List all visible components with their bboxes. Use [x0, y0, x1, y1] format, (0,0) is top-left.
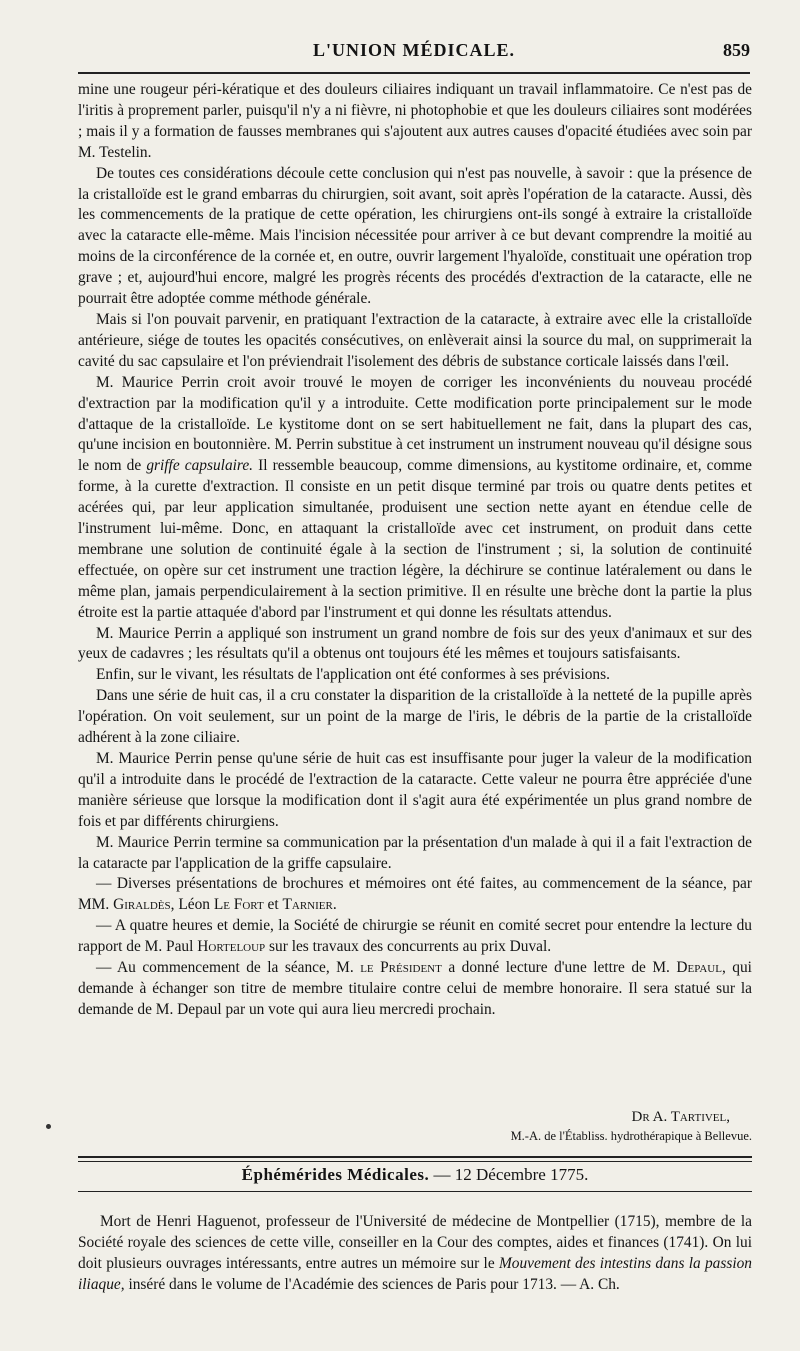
- header-rule: [78, 72, 750, 74]
- ephemerides-text: inséré dans le volume de l'Académie des sciences de Paris pour 1713. — A. Ch.: [128, 1276, 620, 1293]
- text-fragment: , Léon: [170, 896, 214, 914]
- journal-title: L'UNION MÉDICALE.: [312, 40, 516, 60]
- heading-rule: [78, 1191, 752, 1192]
- ephemerides-body: [78, 1211, 752, 1295]
- paragraph-text: — A quatre heures et demie, la Société de chirurgie se réunit en comité secret pour entendre la lecture du rapport de M. Paul: [78, 917, 752, 956]
- signature-block: [78, 1107, 752, 1145]
- paragraph-comite-secret: [78, 916, 752, 958]
- paragraph: De toutes ces considérations découle cette conclusion qui n'est pas nouvelle, à savoir : que la présence de la cristalloïde est le grand embarras du chirurgien, soit avant, soit après l'opération de la cataracte. Aussi, dès les commencements de la pratique de cette opération, les chirurgiens ont-ils songé à extraire la cristalloïde avec la cataracte elle-même. Mais l'incision nécessitée pour arriver à ce but devant comprendre la moitié au moins de la circonférence de la cornée et, en outre, ouvrir largement l'hyaloïde, constituait une opération trop grave ; et, aujourd'hui encore, malgré les progrès récents des procédés d'extraction de la cataracte, elle ne pourrait être adoptée comme méthode générale.: [78, 164, 752, 308]
- ephemerides-title: Éphémérides Médicales.: [241, 1165, 430, 1184]
- griffe-capsulaire-term: griffe capsulaire.: [146, 457, 254, 475]
- article-body: [78, 80, 752, 1021]
- section-rule: [78, 1156, 752, 1162]
- running-header: [78, 40, 750, 68]
- paragraph-text: a donné lecture d'une lettre de M.: [448, 959, 670, 977]
- paragraph-text: — Au commencement de la séance, M.: [96, 959, 354, 977]
- page-number: 859: [723, 40, 750, 60]
- paragraph-text: Il ressemble beaucoup, comme dimensions, au kystitome ordinaire, et, comme forme, à la curette d'extraction. Il consiste en un petit disque terminé par trois ou quatre dents petites et acérées qui, par leur application simultanée, produisent une section nette ayant en étendue celle de l'instrument lui-même. Donc, en attaquant la cristalloïde avec cet instrument, on produit dans cette membrane une solution de continuité égale à la section de l'instrument ; si, la solution de continuité effectuée, on opère sur cet instrument une traction légère, la déchirure se continue latéralement ou dans le même plan, jamais perpendiculairement à la section primitive. Il en résulte une brèche dont la partie la plus étroite est la partie attaquée d'abord par l'instrument et qui donne les résultats attendus.: [78, 457, 752, 621]
- name-tarnier: Tarnier: [282, 896, 333, 914]
- paragraph-text: sur les travaux des concurrents au prix Duval.: [269, 938, 552, 956]
- ephemerides-paragraph: [78, 1211, 752, 1295]
- paragraph-continuation: mine une rougeur péri-kératique et des douleurs ciliaires indiquant un travail inflammatoire. Ce n'est pas de l'iritis à proprement parler, puisqu'il n'y a ni fièvre, ni photophobie et que les douleurs ciliaires sont modérées ; mais il y a formation de fausses membranes qui s'ajoutent aux autres causes d'opacité étudiées avec soin par M. Testelin.: [78, 81, 752, 161]
- paragraph-depaul-letter: [78, 958, 752, 1021]
- paragraph-text: — Diverses présentations de brochures et mémoires ont été faites, au commencement de la séance, par MM.: [78, 875, 752, 914]
- name-horteloup: Horteloup: [197, 938, 266, 956]
- paragraph: Mais si l'on pouvait parvenir, en pratiquant l'extraction de la cataracte, à extraire avec elle la cristalloïde antérieure, siége de toutes les opacités consécutives, on enlèverait ainsi la source du mal, on supprimerait la cavité du sac capsulaire et l'on préviendrait l'isolement des débris de substance corticale laissés dans l'œil.: [78, 310, 752, 370]
- paragraph: Enfin, sur le vivant, les résultats de l'application ont été conformes à ses prévisions.: [96, 666, 610, 684]
- text-fragment: et: [263, 896, 283, 914]
- paragraph-text: , qui demande à échanger son titre de membre titulaire contre celui de membre honoraire. Il sera statué sur la demande de M. Depaul par un vote qui aura lieu mercredi prochain.: [78, 959, 752, 1018]
- ephemerides-heading: [78, 1164, 752, 1186]
- paragraph: M. Maurice Perrin termine sa communication par la présentation d'un malade à qui il a fait l'extraction de la cataracte par l'application de la griffe capsulaire.: [78, 833, 752, 872]
- paragraph: Dans une série de huit cas, il a cru constater la disparition de la cristalloïde à la netteté de la pupille après l'opération. On voit seulement, sur un point de la marge de l'iris, le débris de la partie de la cristalloïde adhérent à la zone ciliaire.: [78, 687, 752, 747]
- paragraph: M. Maurice Perrin pense qu'une série de huit cas est insuffisante pour juger la valeur de la modification qu'il a introduite dans le procédé de l'extraction de la cataracte. Cette valeur ne pourra être appréciée d'une manière sérieuse que lorsque la modification dont il s'agit aura été expérimentée un plus grand nombre de fois et par différents chirurgiens.: [78, 750, 752, 830]
- name-le-fort: Le Fort: [213, 896, 264, 914]
- paragraph: M. Maurice Perrin a appliqué son instrument un grand nombre de fois sur des yeux d'animaux et sur des yeux de cadavres ; les résultats qu'il a obtenus ont toujours été les mêmes et toujours satisfaisants.: [78, 624, 752, 663]
- author-name: Dr A. Tartivel,: [631, 1109, 730, 1125]
- ephemerides-text: Mort de Henri Haguenot, professeur de l'Université de médecine de Montpellier (1715), membre de la Société royale des sciences de cette ville, conseiller en la Cour des comptes, aides et finances (1741). On lui doit plusieurs ouvrages intéressants, entre autres un mémoire sur le: [78, 1213, 752, 1272]
- text-fragment: .: [332, 896, 337, 914]
- paragraph-perrin-instrument: [78, 373, 752, 624]
- author-title: M.-A. de l'Établiss. hydrothérapique à Bellevue.: [510, 1129, 752, 1143]
- paragraph-presentations: [78, 874, 752, 916]
- memoire-title: Mouvement des intestins dans la passion iliaque,: [78, 1255, 752, 1293]
- name-depaul: Depaul: [676, 959, 722, 977]
- ephemerides-date: — 12 Décembre 1775.: [433, 1165, 589, 1184]
- name-giraldes: Giraldès: [113, 896, 171, 914]
- name-le-president: le Président: [360, 959, 442, 977]
- margin-mark: [46, 1124, 51, 1129]
- paragraph-text: M. Maurice Perrin croit avoir trouvé le moyen de corriger les inconvénients du nouveau procédé d'extraction par la modification qu'il y a introduite. Cette modification porte principalement sur le mode d'attaque de la cristalloïde. Le kystitome dont on se sert habituellement ne fait, dans la plupart des cas, qu'une incision en boutonnière. M. Perrin substitue à cet instrument un instrument nouveau qu'il désigne sous le nom de: [78, 373, 752, 475]
